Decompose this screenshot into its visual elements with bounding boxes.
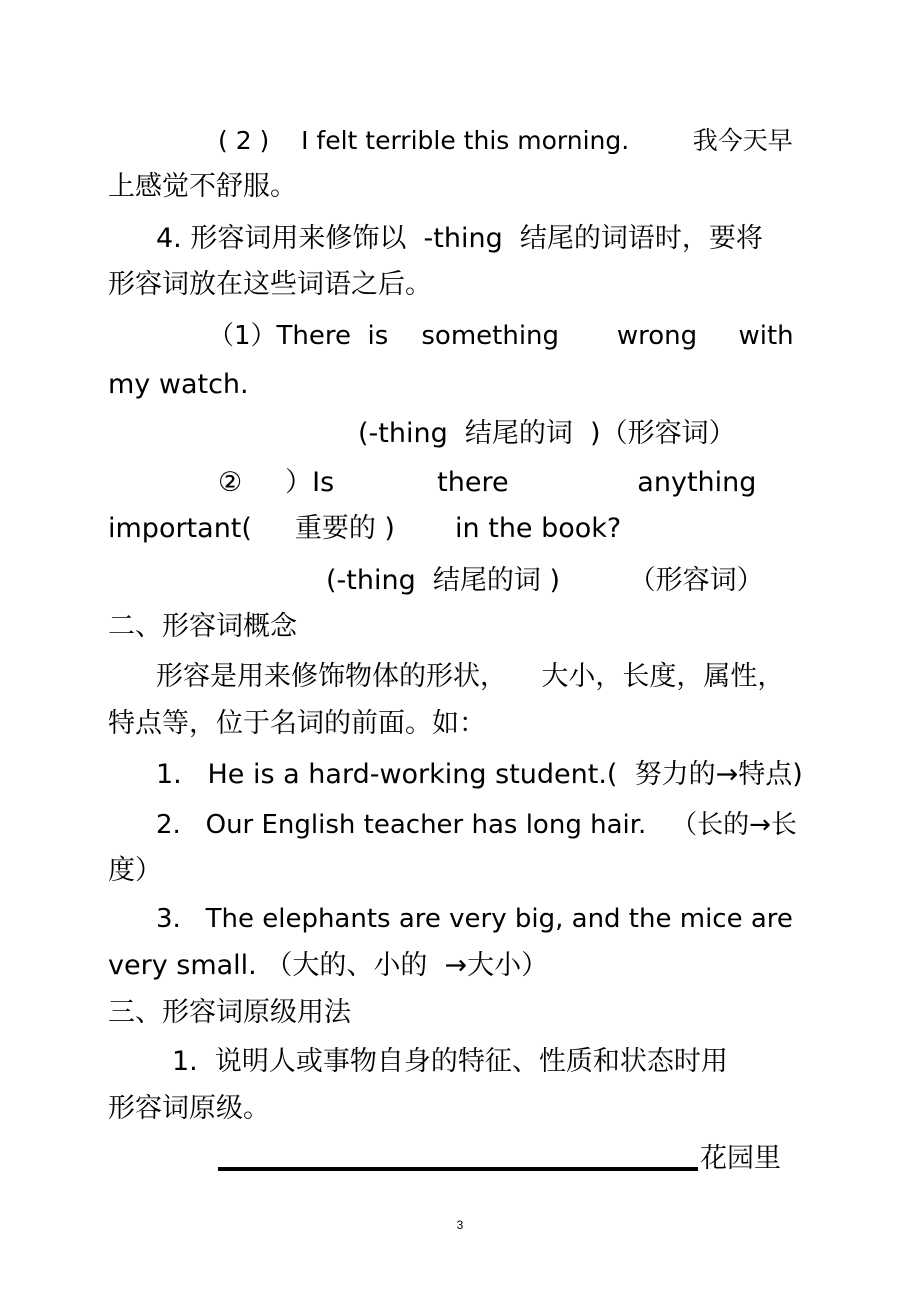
- text-line: 上感觉不舒服。: [108, 171, 297, 202]
- text-line: 花园里: [700, 1143, 781, 1174]
- text-line: 4. 形容词用来修饰以 -thing 结尾的词语时，要将: [156, 223, 763, 254]
- fill-in-blank-line: [218, 1167, 698, 1171]
- text-line: very small. （大的、小的 →大小）: [108, 950, 549, 981]
- list-item: 1. He is a hard-working student.( 努力的→特点): [156, 759, 803, 790]
- text-line: 形容是用来修饰物体的形状， 大小，长度，属性，: [156, 661, 785, 692]
- text-line: 形容词放在这些词语之后。: [108, 269, 432, 300]
- text-line: 度）: [108, 855, 162, 886]
- text-line: ( 2 ) I felt terrible this morning. 我今天早: [218, 126, 793, 155]
- list-item: 1. 说明人或事物自身的特征、性质和状态时用: [172, 1046, 728, 1077]
- text-line: （1）There is something wrong with: [208, 321, 794, 351]
- list-item: 2. Our English teacher has long hair. （长的→长: [156, 810, 797, 840]
- text-line: (-thing 结尾的词 ) （形容词）: [326, 565, 764, 596]
- page-number: 3: [456, 1218, 464, 1232]
- text-line: ② ）Is there anything: [218, 467, 757, 498]
- text-line: 特点等，位于名词的前面。如：: [108, 708, 486, 739]
- text-line: 形容词原级。: [108, 1093, 270, 1124]
- section-heading: 三、形容词原级用法: [108, 997, 351, 1028]
- text-line: (-thing 结尾的词 )（形容词）: [358, 418, 736, 449]
- list-item: 3. The elephants are very big, and the mice are: [156, 904, 793, 934]
- text-line: important( 重要的 ) in the book?: [108, 513, 622, 544]
- section-heading: 二、形容词概念: [108, 611, 297, 642]
- text-line: my watch.: [108, 369, 249, 400]
